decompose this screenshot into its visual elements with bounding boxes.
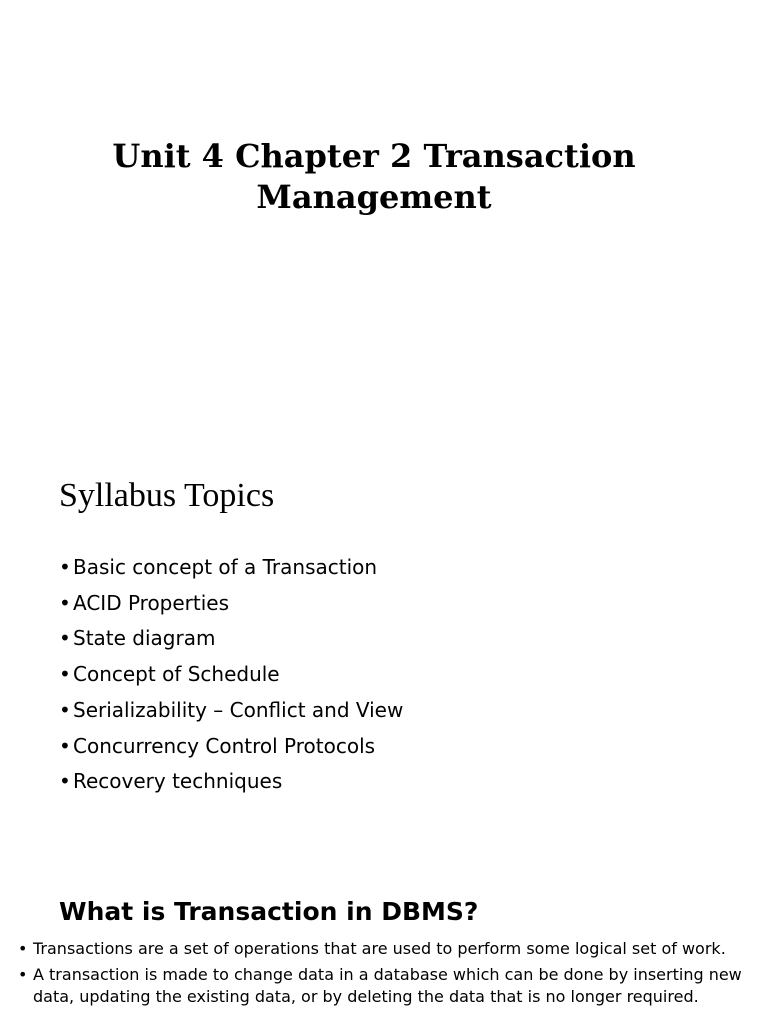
topic-text: Basic concept of a Transaction [73,555,378,579]
list-item [59,550,403,586]
list-item [59,621,403,657]
syllabus-heading: Syllabus Topics [59,477,275,514]
bullet-icon: • [59,626,71,651]
document-title [0,136,748,218]
bullet-icon: • [59,662,71,687]
transaction-heading: What is Transaction in DBMS? [59,897,479,926]
list-item [59,657,403,693]
topic-text: Recovery techniques [73,769,283,794]
topic-text: State diagram [73,626,216,651]
topic-text: Concurrency Control Protocols [73,733,376,758]
bullet-icon: • [59,733,71,758]
list-item [59,586,403,622]
list-item: • Transactions are a set of operations that are used to perform some logical set of work. [18,938,753,960]
topic-text: ACID Properties [73,590,230,615]
bullet-icon: • [59,555,71,579]
title-slide [0,0,768,432]
bullet-icon: • [59,697,71,722]
topic-text: Concept of Schedule [73,662,280,687]
title-line-1: Unit 4 Chapter 2 Transaction [112,137,636,175]
transaction-definition-slide [0,864,768,1024]
list-item: • A transaction is made to change data in a database which can be done by inserting new data, updating the existing data, or by deleting the data that is no longer required. [18,964,753,1008]
bullet-icon: • [59,590,71,615]
transaction-bullet-list [18,938,753,1012]
title-line-2: Management [256,178,492,216]
list-item [59,729,403,765]
list-item [59,764,403,800]
syllabus-slide [0,432,768,864]
list-item [59,693,403,729]
bullet-icon: • [59,769,71,794]
syllabus-topic-list [59,550,403,800]
topic-text: Serializability – Conflict and View [73,697,404,722]
